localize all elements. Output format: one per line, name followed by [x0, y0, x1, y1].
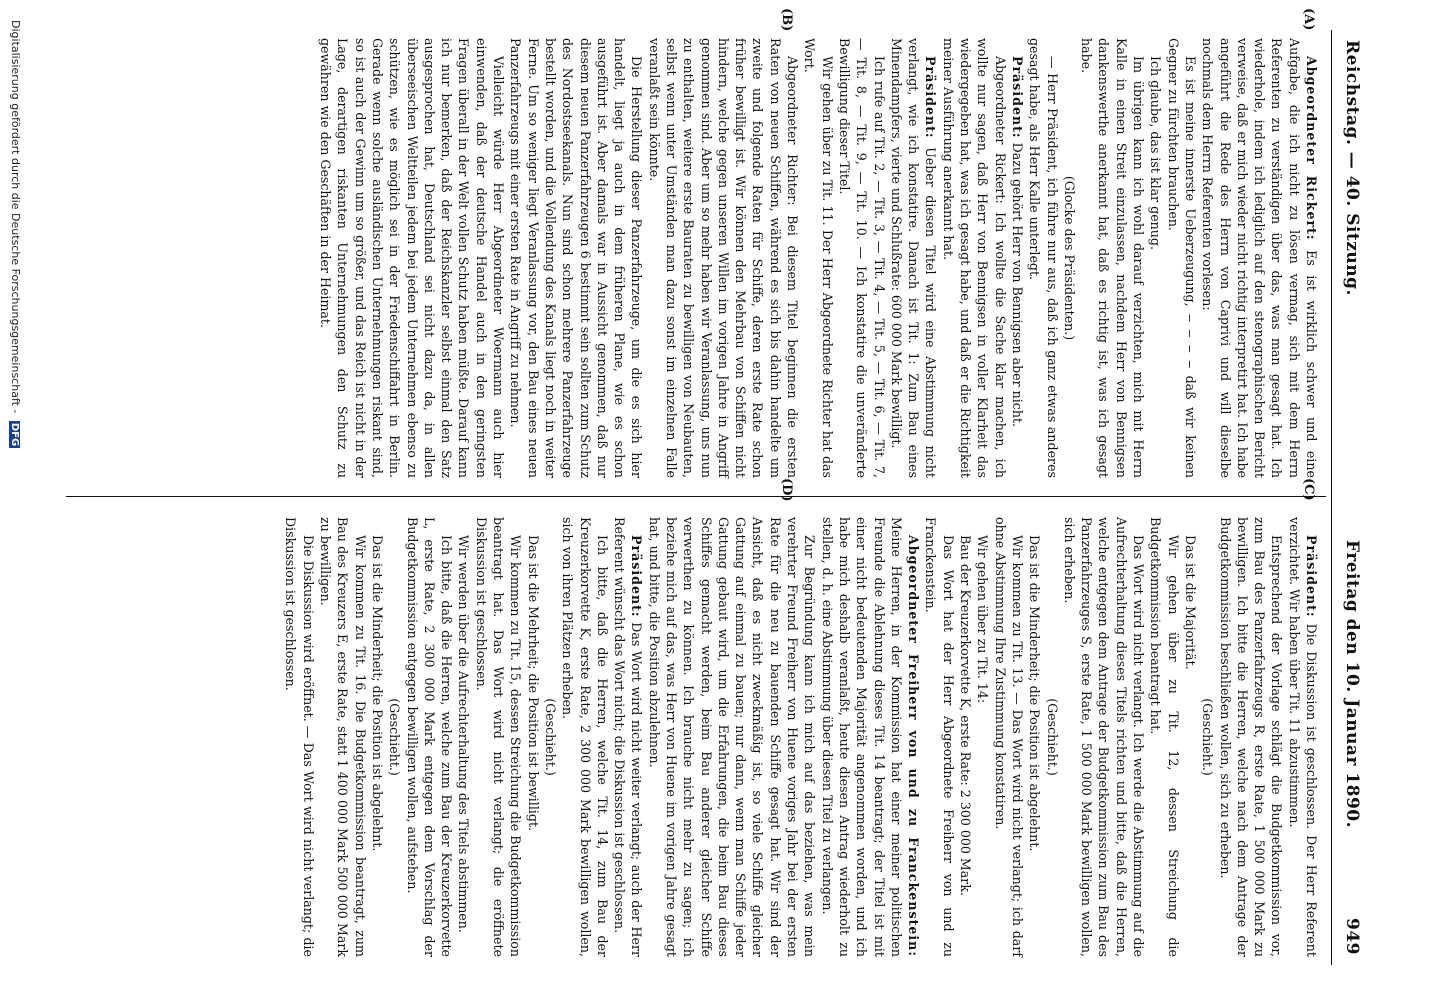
paragraph-text: Ueber diesen Titel wird eine Abstimmung nicht verlangt, wie ich konstatire. Danach ist Tit. 1: Zum Bau eines Minendampfers, vierte und Schlußrate: 600 000 Mark bewilligt. — [888, 38, 939, 478]
speaker-name: Abgeordneter Freiherr von und zu Franckenstein: — [906, 535, 922, 957]
paragraph — [1147, 517, 1182, 957]
stage-direction: (Geschieht.) — [1200, 698, 1216, 776]
paragraph-text: Es ist meine innerste Ueberzeugung, ‒ ‒ ‒ ‒ daß wir keinen Gegner zu fürchten brauchen. — [1165, 38, 1198, 478]
paragraph — [818, 517, 922, 957]
stage-direction: (Geschieht.) — [387, 698, 403, 776]
paragraph-text: Wir kommen zu Tit. 16. Die Budgetkommission beantragt, zum Bau des Kreuzers E, erste Rate, statt 1 400 000 Mark 500 000 Mark zu bewilligen. — [318, 517, 368, 957]
column-divider — [66, 496, 1326, 497]
paragraph — [1199, 38, 1320, 478]
paragraph-text: Wir gehen über zu Tit. 12, dessen Streichung die Budgetkommission beantragt hat. — [1148, 517, 1181, 957]
speaker-name: Präsident: — [1304, 535, 1319, 618]
margin-letter-c: (C) — [1301, 478, 1316, 501]
newspaper-sheet — [36, 8, 1366, 965]
stage-direction: (Geschieht.) — [542, 698, 558, 776]
paragraph-text: Ich bitte, daß die Herren, welche Tit. 14, zum Bau der Kreuzerkorvette K, erste Rate, 2 300 000 Mark bewilligen wollen, sich von ihren Plätzen erheben. — [560, 517, 610, 957]
paragraph — [472, 517, 524, 957]
paragraph-text: Wir gehen über zu Tit. 14: — [975, 535, 991, 704]
paragraph-text: Wir kommen zu Tit. 13. — Das Wort wird nicht verlangt; ich darf ohne Abstimmung Ihre Zustimmung konstatiren. — [992, 517, 1025, 957]
paragraph — [611, 517, 646, 957]
paragraph-text: Abgeordneter Rickert: Ich wollte die Sache klar machen, ich wollte nur sagen, daß Herr von Bennigsen in voller Klarheit das wiedergegeben hat, was ich gesagt habe, und daß er die Richtigkeit meiner Ausführung anerkannt hat. — [940, 38, 1008, 478]
speaker-name: Präsident: — [1009, 56, 1025, 139]
paragraph-text: — Herr Präsident, ich führe nur aus, daß ich ganz etwas anderes gesagt habe, als Herr Kalle unterlegt. — [1027, 38, 1060, 478]
right-column — [36, 517, 1320, 957]
speaker-name: Präsident: — [923, 56, 939, 139]
paragraph — [282, 517, 317, 957]
paragraph-text: Ich rufe auf Tit. 2, — Tit. 3, — Tit. 4, — Tit. 5, — Tit. 6, — Tit. 7, — Tit. 8, — Tit. 9, — Tit. 10. — Ich konstatire die unveränderte Bewilligung dieser Titel. — [836, 38, 887, 478]
paragraph-text: Ich glaube, das ist klar genug. — [1148, 56, 1164, 250]
paragraph-text: Das ist die Majorität. — [1182, 535, 1198, 670]
paragraph — [1043, 517, 1060, 957]
paragraph — [1026, 517, 1043, 957]
left-column — [36, 38, 1320, 478]
paragraph — [939, 38, 1008, 478]
paragraph-text: Ich bitte, daß die Herren, welche zum Bau der Kreuzerkorvette L, erste Rate, 2 300 000 Mark entgegen dem Vorschlag der Budgetkommission entgegen bewilligen wollen, aufstehen. — [404, 517, 455, 957]
paragraph — [991, 517, 1026, 957]
speaker-name: Präsident: — [629, 535, 645, 618]
paragraph — [1182, 517, 1199, 957]
stage-direction: (Glocke des Präsidenten.) — [1061, 175, 1077, 341]
paragraph — [1285, 517, 1320, 957]
paragraph — [369, 517, 386, 957]
paragraph-text: Abgeordneter Richter: Bei diesem Titel beginnen die ersten Raten von neuen Schiffen, während es sich bis dahin handelte um zweite und folgende Raten für Schiffe, deren erste Rate schon früher bewilligt ist. Wir können den Mehrbau von Schiffen nicht hindern, welche gegen unseren Willen im vorigen Jahre in Angriff genommen sind. Aber um so mehr haben wir Veranlassung, uns nun zu enthalten, weitere erste Bauraten zu bewilligen von Neubauten, selbst wenn unter Umständen man dazu sonst im einzelnen Falle veranlaßt sein könnte. — [646, 38, 801, 478]
header-date: Freitag den 10. Januar 1890. — [1342, 540, 1362, 829]
paragraph — [1078, 38, 1147, 478]
paragraph-text: Das Wort hat der Herr Abgeordnete Freiherr von und zu Franckenstein. — [923, 517, 956, 957]
paragraph-text: Das ist die Minderheit; die Position ist abgelehnt. — [1027, 535, 1043, 852]
paragraph — [888, 38, 940, 478]
paragraph — [957, 517, 974, 957]
paragraph — [836, 38, 888, 478]
paragraph-text: Vielleicht würde Herr Abgeordneter Woermann auch hier einwenden, daß der deutsche Handel auch in den geringsten Fragen überall in der Welt vollen Schutz haben müßte. Darauf kann ich nur bemerken, daß der Reichskanzler selbst einmal den Satz ausgesprochen hat, Deutschland sei nicht dazu da, in allen überseeischen Weltteilen jedem bei jedem Unternehmen ebenso zu schützen, wie es möglich sei in der Friedenschiffahrt in Berlin. Gerade wenn solche ausländischen Unternehmungen riskant sind, so ist auch der Gewinn um so größer, und das Reich ist nicht in der Lage, derartigen riskanten Unternehmungen den Schutz zu gewähren wie den Geschäften in der Heimat. — [318, 38, 507, 478]
running-header — [1331, 30, 1366, 965]
dfg-logo: DFG — [9, 422, 20, 447]
paragraph-text: Die Herstellung dieser Panzerfahrzeuge, um die es sich hier handelt, liegt ja auch in dem früheren Plane, wie es schon ausgeführt ist. Aber damals war in Aussicht genommen, daß nur diesem neuen Panzerfahrzeugen 6 bestimmt sein sollten zum Schutz des Nordostseekanals. Nun sind schon mehrere Panzerfahrzeuge bestellt worden, und die Vollendung des Kanals liegt noch in weiter Ferne. Um so weniger liegt Veranlassung vor, den Bau eines neuen Panzerfahrzeugs mit einer ersten Rate in Angriff zu nehmen. — [508, 38, 645, 478]
paragraph — [386, 517, 403, 957]
paragraph — [1061, 517, 1147, 957]
paragraph — [1026, 38, 1061, 478]
margin-letter-d: (D) — [779, 478, 794, 502]
paragraph — [645, 38, 801, 478]
paragraph-text: Die Diskussion wird eröffnet. — Das Wort wird nicht verlangt; die Diskussion ist geschlossen. — [283, 517, 316, 957]
paragraph — [559, 517, 611, 957]
paragraph-text: Entsprechend der Vorlage schlägt die Budgetkommission vor, zum Bau des Panzerfahrzeugs R, erste Rate, 1 500 000 Mark zu bewilligen. Ich bitte die Herren, welche nach dem Antrage der Budgetkommission beschließen wollen, sich zu erheben. — [1217, 517, 1285, 957]
paragraph-text: Das ist die Mehrheit; die Position ist bewilligt. — [525, 535, 541, 832]
stage-direction: (Geschieht.) — [1044, 698, 1060, 776]
paragraph — [542, 517, 559, 957]
paragraph — [801, 38, 836, 478]
paragraph — [1199, 517, 1216, 957]
speaker-name: Abgeordneter Rickert: — [1304, 56, 1319, 241]
paragraph — [974, 517, 991, 957]
page-number: 949 — [1342, 918, 1362, 955]
paragraph-text: Die Diskussion ist geschlossen. Der Herr Referent verzichtet. Wir haben über Tit. 11 abzustimmen. — [1286, 517, 1319, 957]
paragraph-text: Das ist die Minderheit; die Position ist abgelehnt. — [369, 535, 385, 852]
paragraph — [645, 517, 818, 957]
credit-text: Digitalisierung gefördert durch die Deutsche Forschungsgemeinschaft - — [9, 20, 22, 414]
paragraph — [403, 517, 455, 957]
paragraph-text: Bau der Kreuzerkorvette K, erste Rate: 2 300 000 Mark. — [958, 535, 974, 896]
margin-letter-a: (A) — [1301, 8, 1316, 31]
paragraph-text: Wir kommen zu Tit. 15, dessen Streichung die Budgetkommission beantragt hat. Das Wort wird nicht verlangt; die eröffnete Diskussion ist geschlossen. — [473, 517, 524, 957]
paragraph — [507, 38, 645, 478]
paragraph-text: Das Wort wird nicht weiter verlangt; auch der Herr Referent wünscht das Wort nicht; die Diskussion ist geschlossen. — [612, 517, 645, 957]
paragraph-text: Das Wort wird nicht verlangt. Ich werde die Abstimmung auf die Aufrechterhaltung dieses Titels richten und bitte, daß die Herren, welche entgegen dem Antrage der Budgetkommission zum Bau des Panzerfahrzeuges S, erste Rate, 1 500 000 Mark bewilligen wollen, sich erheben. — [1061, 517, 1147, 957]
paragraph — [1216, 517, 1285, 957]
paragraph — [1061, 38, 1078, 478]
paragraph — [317, 517, 369, 957]
paragraph — [1147, 38, 1164, 478]
paragraph-text: Zur Begründung kann ich mich auf das beziehen, was mein verehrter Freund Freiherr von Huene voriges Jahr bei der ersten Rate für die neu zu bauenden Schiffe gesagt hat. Wir sind der Ansicht, daß es nicht zweckmäßig ist, so viele Schiffe gleicher Gattung auf einmal zu bauen; nur dann, wenn man Schiffe jeder Gattung gebaut wird, um die Erfahrungen, die beim Bau dieses Schiffes gemacht werden, beim Bau anderer gleicher Schiffe verwerthen zu können. Ich brauche nicht mehr zu sagen; ich beziehe mich auf das, was Herr von Huene im vorigen Jahre gesagt hat, und bitte, die Position abzulehnen. — [646, 517, 818, 957]
paragraph-text: Meine Herren, in der Kommission hat einer meiner politischen Freunde die Ablehnung dieses Tit. 14 beantragt; der Titel ist mit einer nicht bedeutenden Majorität angenommen worden, und ich habe mich deshalb veranlaßt, heute diesen Antrag wiederholt zu stellen, d. h. eine Abstimmung über diesen Titel zu verlangen. — [819, 517, 904, 957]
paragraph — [922, 517, 957, 957]
paragraph — [455, 517, 472, 957]
paragraph — [317, 38, 507, 478]
paragraph-text: Wir werden über die Aufrechterhaltung des Titels abstimmen. — [456, 535, 472, 933]
paragraph-text: Es ist wirklich schwer und eine Aufgabe, die ich nicht zu lösen vermag, sich mit dem Herrn Referenten zu verständigen über das, was man gesagt hat. Ich wiederhole, indem ich lediglich auf den stenographischen Bericht verweise, daß er mich wieder nicht richtig interpretirt hat. Ich habe angeführt die Rede des Herrn von Caprivi und will dieselbe nochmals dem Herrn Referenten vorlesen: — [1200, 38, 1319, 478]
paragraph — [1164, 38, 1199, 478]
paragraph-text: Wir gehen über zu Tit. 11. Der Herr Abgeordnete Richter hat das Wort. — [802, 38, 835, 478]
paragraph-text: Dazu gehört Herr von Bennigsen aber nicht. — [1009, 142, 1025, 428]
paragraph-text: Im übrigen kann ich wohl darauf verzichten, mich mit Herrn Kalle in einen Streit einzulassen, nachdem Herr von Bennigsen dankenswerthe anerkannt hat, daß es richtig ist, was ich gesagt habe. — [1079, 38, 1147, 478]
digitization-credit — [6, 20, 22, 1000]
header-session: Reichstag. — 40. Sitzung. — [1342, 40, 1362, 296]
margin-letter-b: (B) — [779, 8, 794, 32]
paragraph — [1009, 38, 1026, 478]
paragraph — [524, 517, 541, 957]
